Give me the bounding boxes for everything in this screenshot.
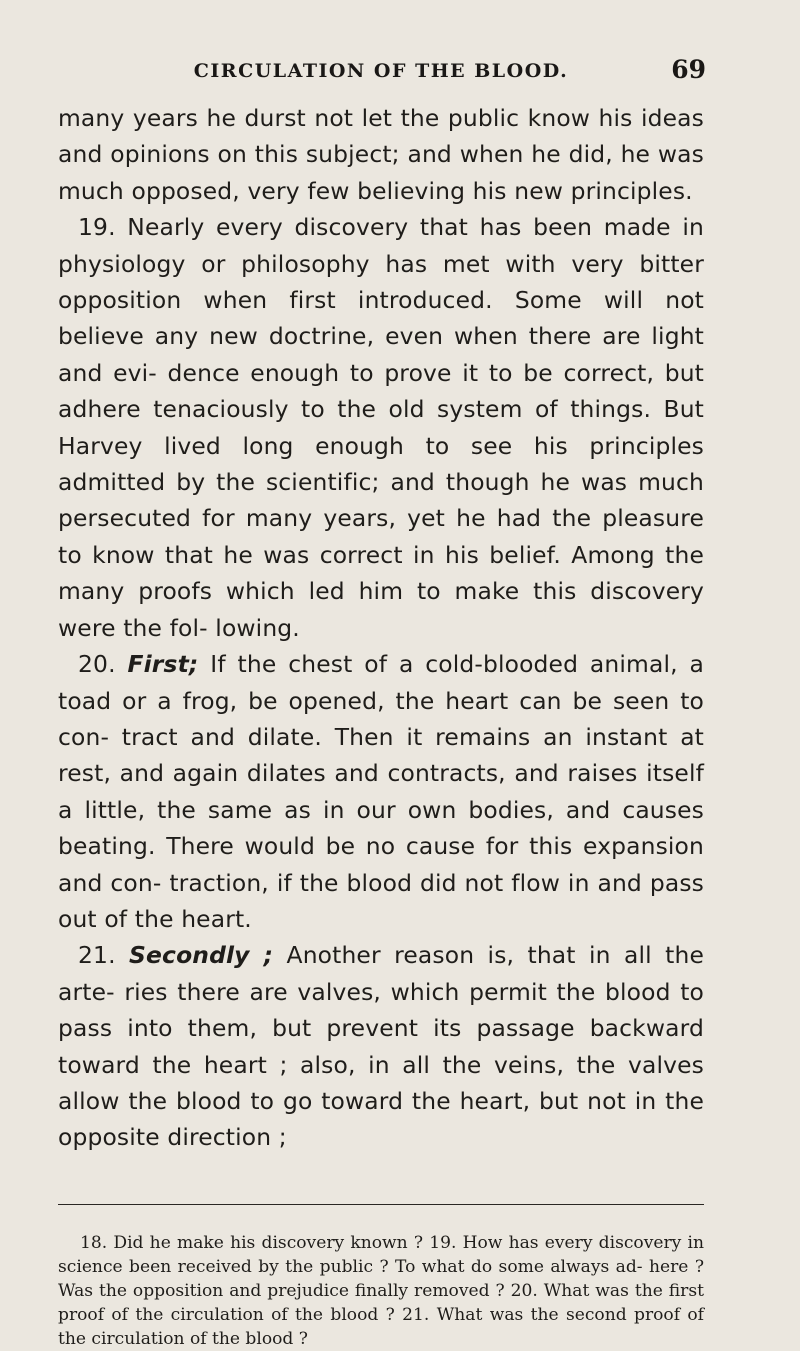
paragraph-number: 21. bbox=[78, 941, 116, 970]
paragraph-21 bbox=[58, 937, 704, 1155]
paragraph-lead: Secondly ; bbox=[129, 941, 274, 970]
page-number: 69 bbox=[671, 55, 706, 84]
paragraph-lead: First; bbox=[127, 650, 199, 679]
footnote-divider bbox=[58, 1204, 704, 1205]
running-head bbox=[58, 55, 706, 100]
study-questions: 18. Did he make his discovery known ? 19. How has every discovery in science been received by the public ? To what do some always ad- here ? Was the opposition and prejudice finally removed ? 20. What was the first proof of the circulation of the blood ? 21. What was the second proof of the circulation of the blood ? bbox=[58, 1232, 704, 1349]
paragraph-text: If the chest of a cold-blooded animal, a toad or a frog, be opened, the heart can be seen to con- tract and dilate. Then it remains an instant at rest, and again dilates and contracts, and raises itself a little, the same as in our own bodies, and causes beating. There would be no cause for this expansion and con- traction, if the blood did not flow in and pass out of the heart. bbox=[58, 650, 705, 933]
paragraph-text: Another reason is, that in all the arte- ries there are valves, which permit the blood to pass into them, but prevent its passage backward toward the heart ; also, in all the veins, the valves allow the blood to go toward the heart, but not in the opposite direction ; bbox=[58, 941, 704, 1152]
paragraph-number: 20. bbox=[78, 650, 116, 679]
paragraph-19: 19. Nearly every discovery that has been made in physiology or philosophy has met with very bitter opposition when first introduced. Some will not believe any new doctrine, even when there are light and evi- dence enough to prove it to be correct, but adhere tenaciously to the old system of things. But Harvey lived long enough to see his principles admitted by the scientific; and though he was much persecuted for many years, yet he had the pleasure to know that he was correct in his belief. Among the many proofs which led him to make this discovery were the fol- lowing. bbox=[58, 213, 704, 642]
body-text bbox=[58, 100, 704, 1156]
paragraph-continued: many years he durst not let the public know his ideas and opinions on this subject; and when he did, he was much opposed, very few believing his new principles. bbox=[58, 104, 704, 205]
running-title: CIRCULATION OF THE BLOOD. bbox=[193, 60, 569, 82]
paragraph-20 bbox=[58, 646, 704, 937]
